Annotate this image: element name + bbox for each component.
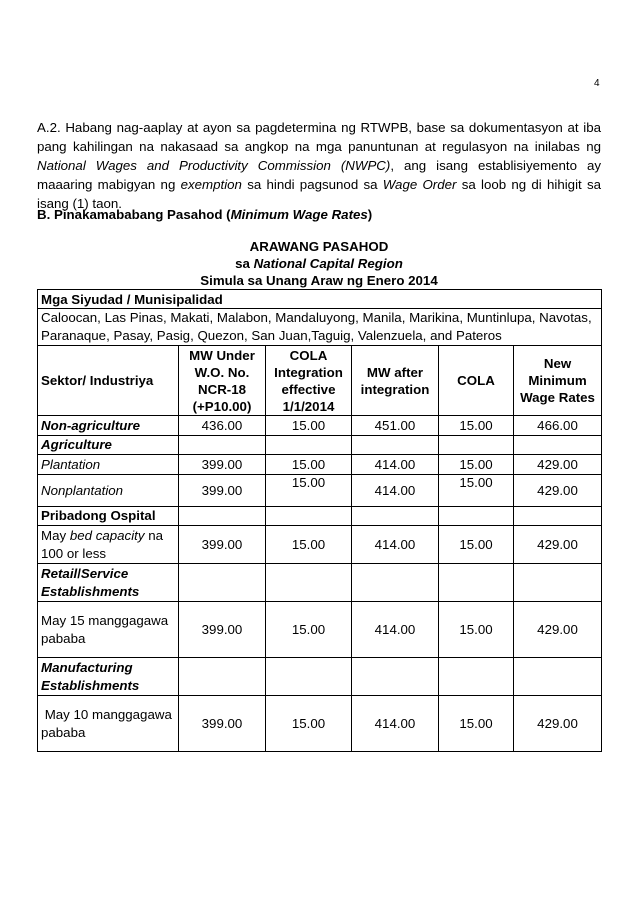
para-text-4: exemption: [180, 177, 242, 192]
row-label: [38, 526, 179, 564]
row-label: Agriculture: [38, 436, 179, 455]
cell-value: 414.00: [352, 526, 439, 564]
section-italic: Minimum Wage Rates: [230, 207, 368, 222]
row-label-part: na 100 or less: [41, 527, 163, 561]
cell-value: 429.00: [514, 602, 602, 658]
row-label: Non-agriculture: [38, 416, 179, 436]
cell-value: 15.00: [439, 455, 514, 475]
row-label: Pribadong Ospital: [38, 507, 179, 526]
section-prefix: B. Pinakamababang Pasahod (: [37, 207, 231, 222]
header-sector: Sektor/ Industriya: [38, 346, 179, 416]
title-line-3: Simula sa Unang Araw ng Enero 2014: [200, 273, 438, 288]
cell-value: 15.00: [439, 475, 514, 507]
cell-value: 399.00: [179, 526, 266, 564]
para-text-1: A.2. Habang nag-aaplay at ayon sa pagdetermina ng RTWPB, base sa dokumentasyon at iba pang kahilingan na nakasaad sa angkop na mga panuntunan at regulasyon na inilabas ng: [37, 120, 601, 154]
table-row: [38, 696, 602, 752]
section-heading: [37, 207, 372, 222]
cell-value: 429.00: [514, 455, 602, 475]
cell-value: 429.00: [514, 526, 602, 564]
cell-value: 399.00: [179, 602, 266, 658]
table-row: [38, 658, 602, 696]
cell-value: 429.00: [514, 475, 602, 507]
cell-value: 414.00: [352, 602, 439, 658]
header-cola: COLA: [439, 346, 514, 416]
table-row: [38, 564, 602, 602]
cell-value: 15.00: [439, 602, 514, 658]
row-label-part: bed capacity: [69, 527, 145, 543]
wage-rates-table: [37, 289, 602, 752]
cell-value: 399.00: [179, 696, 266, 752]
title-line-2-italic: National Capital Region: [253, 256, 403, 271]
table-header-row: [38, 346, 602, 416]
header-new-rates: New Minimum Wage Rates: [514, 346, 602, 416]
title-line-1: ARAWANG PASAHOD: [249, 239, 389, 254]
cell-value: 15.00: [266, 602, 352, 658]
cell-value: 451.00: [352, 416, 439, 436]
row-label: May 10 manggagawa pababa: [38, 696, 179, 752]
header-mw-under: MW Under W.O. No. NCR-18 (+P10.00): [179, 346, 266, 416]
table-row: [38, 455, 602, 475]
paragraph-a2: [37, 118, 601, 213]
row-label: Manufacturing Establishments: [38, 658, 179, 696]
cell-value: 15.00: [266, 475, 352, 507]
table-row: [38, 436, 602, 455]
section-suffix: ): [367, 207, 373, 222]
header-cola-integration: COLA Integration effective 1/1/2014: [266, 346, 352, 416]
title-line-2: [37, 255, 601, 272]
cell-value: 15.00: [439, 416, 514, 436]
para-text-5: sa hindi pagsunod sa: [241, 177, 383, 192]
cell-value: 429.00: [514, 696, 602, 752]
page-number: 4: [594, 78, 600, 89]
table-row: [38, 309, 602, 346]
table-row: [38, 602, 602, 658]
cell-value: 414.00: [352, 475, 439, 507]
cell-value: 414.00: [352, 455, 439, 475]
para-text-6: Wage Order: [382, 177, 457, 192]
header-mw-after: MW after integration: [352, 346, 439, 416]
cell-value: 436.00: [179, 416, 266, 436]
cell-value: 15.00: [266, 526, 352, 564]
cities-list: Caloocan, Las Pinas, Makati, Malabon, Mandaluyong, Manila, Marikina, Muntinlupa, Navotas, Paranaque, Pasay, Pasig, Quezon, San Juan,Taguig, Valenzuela, and Pateros: [38, 309, 602, 346]
row-label: May 15 manggagawa pababa: [38, 602, 179, 658]
cell-value: 414.00: [352, 696, 439, 752]
table-row: [38, 290, 602, 309]
cities-header: Mga Siyudad / Munisipalidad: [38, 290, 602, 309]
para-text-2: National Wages and Productivity Commission (NWPC): [37, 158, 391, 173]
cell-value: 466.00: [514, 416, 602, 436]
table-row: [38, 507, 602, 526]
row-label: [38, 564, 179, 602]
table-row: [38, 416, 602, 436]
table-titles: [37, 238, 601, 289]
cell-value: 15.00: [266, 455, 352, 475]
cell-value: 399.00: [179, 475, 266, 507]
para-text-3: , ang isang establisiyemento ay maaaring mabigyan ng: [37, 158, 601, 192]
row-label: Plantation: [38, 455, 179, 475]
row-label-part: Service Establishments: [41, 565, 140, 599]
cell-value: 15.00: [439, 696, 514, 752]
row-label-part: May: [41, 527, 70, 543]
row-label-part: /: [77, 565, 81, 581]
cell-value: 15.00: [266, 416, 352, 436]
cell-value: 399.00: [179, 455, 266, 475]
table-row: [38, 526, 602, 564]
table-row: [38, 475, 602, 507]
row-label: Nonplantation: [38, 475, 179, 507]
row-label-part: Retail: [41, 565, 78, 581]
cell-value: 15.00: [266, 696, 352, 752]
para-text-7: sa loob ng di hihigit sa isang (1) taon.: [37, 177, 601, 211]
title-line-2-prefix: sa: [235, 256, 254, 271]
cell-value: 15.00: [439, 526, 514, 564]
